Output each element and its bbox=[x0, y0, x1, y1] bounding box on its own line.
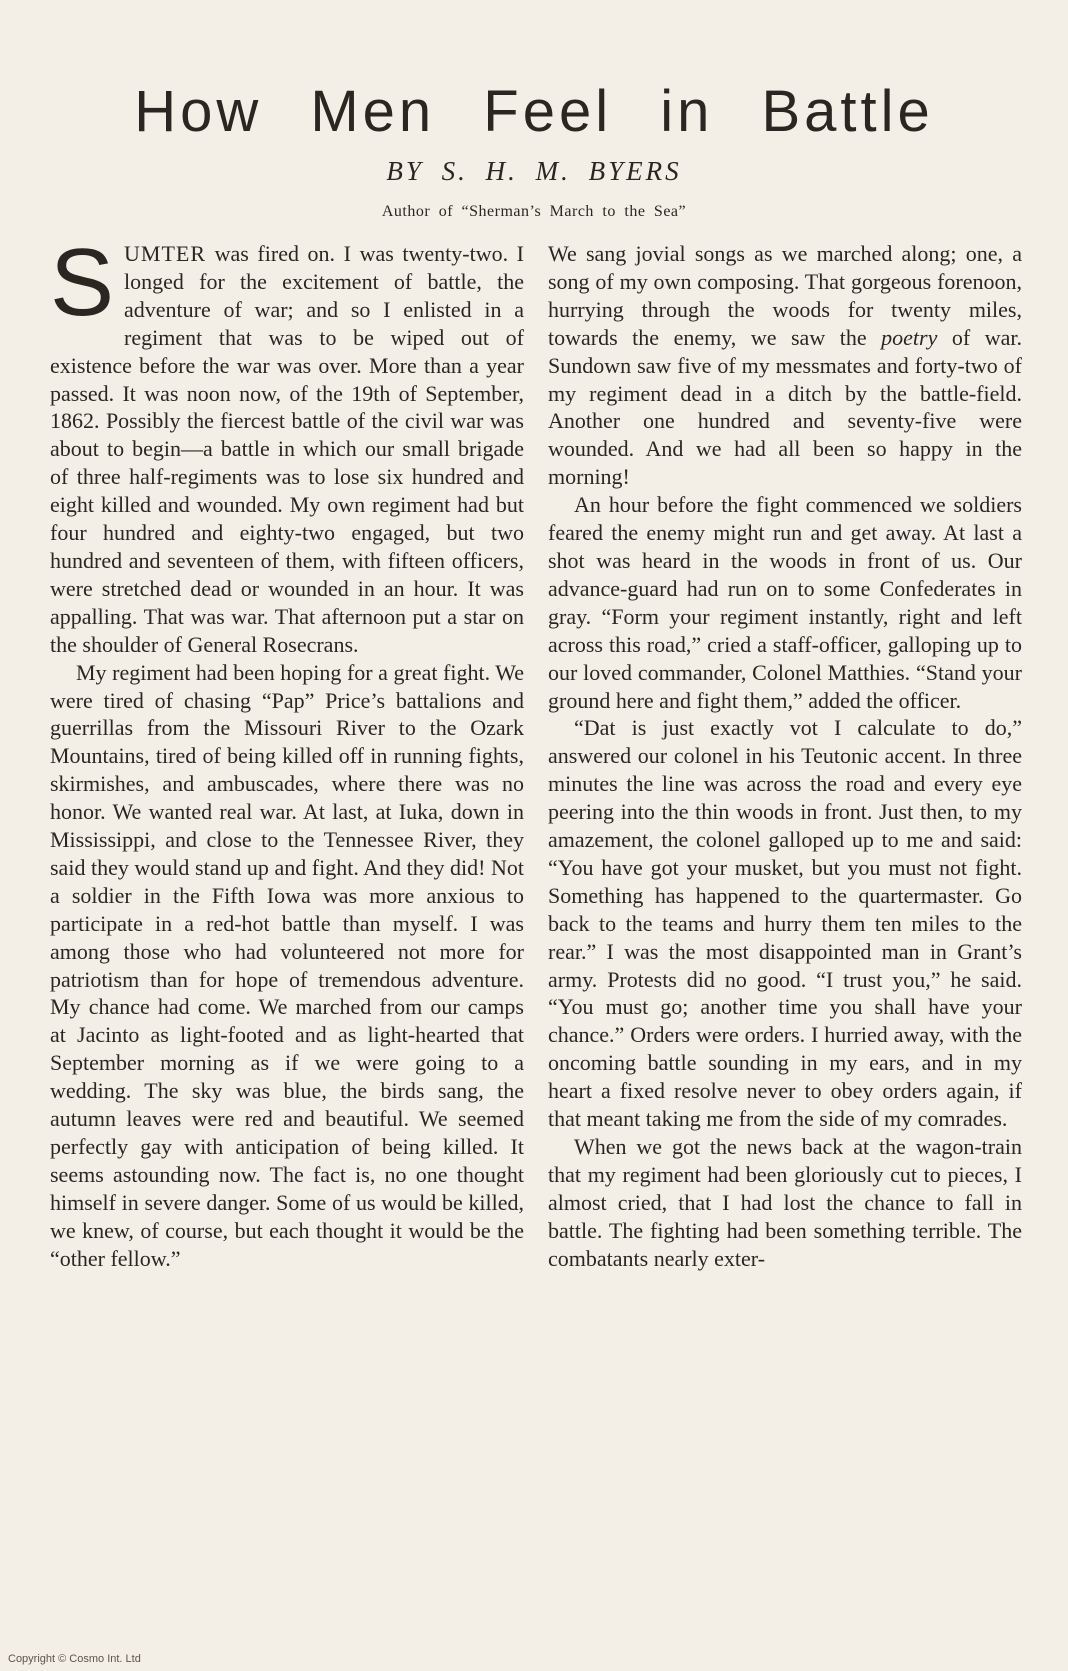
paragraph-text: We sang jovial songs as we marched along; one, a song of my own composing. That gorgeous forenoon, hurrying through the woods for twenty miles, towards the enemy, we saw the bbox=[548, 241, 1022, 350]
paragraph-text: was fired on. I was twenty-two. I longed for the excitement of battle, the adventure of war; and so I enlisted in a regiment that was to be wiped out of existence before the war was over. More than a year passed. It was noon now, of the 19th of September, 1862. Possibly the fiercest battle of the civil war was about to begin—a battle in which our small brigade of three half-regiments was to lose six hundred and eight killed and wounded. My own regiment had but four hundred and eighty-two engaged, but two hundred and seventeen of them, with fifteen officers, were stretched dead or wounded in an hour. It was appalling. That was war. That afternoon put a star on the shoulder of General Rosecrans. bbox=[50, 241, 524, 657]
article-title: How Men Feel in Battle bbox=[134, 79, 934, 144]
emphasis-text: poetry bbox=[881, 324, 938, 350]
left-column bbox=[50, 229, 524, 1273]
paragraph: My regiment had been hoping for a great fight. We were tired of chasing “Pap” Price’s battalions and guerrillas from the Missouri River to the Ozark Mountains, tired of being killed off in running fights, skirmishes, and ambuscades, where there was no honor. We wanted real war. At last, at Iuka, down in Mississippi, and close to the Tennessee River, they said they would stand up and fight. And they did! Not a soldier in the Fifth Iowa was more anxious to participate in a red-hot battle than myself. I was among those who had volunteered not more for patriotism than for hope of tremendous adventure. My chance had come. We marched from our camps at Jacinto as light-footed and as light-hearted that September morning as if we were going to a wedding. The sky was blue, the birds sang, the autumn leaves were red and beautiful. We seemed perfectly gay with anticipation of being killed. It seems astounding now. The fact is, no one thought himself in severe danger. Some of us would be killed, we knew, of course, but each thought it would be the “other fellow.” bbox=[50, 659, 524, 1271]
paragraph: “Dat is just exactly vot I calculate to do,” answered our colonel in his Teutonic accent. In three minutes the line was across the road and every eye peering into the thin woods in front. Just then, to my amazement, the colonel galloped up to me and said: “You have got your musket, but you must not fight. Something has happened to the quartermaster. Go back to the teams and hurry them ten miles to the rear.” I was the most disappointed man in Grant’s army. Protests did no good. “I trust you,” he said. “You must go; another time you shall have your chance.” Orders were orders. I hurried away, with the oncoming battle sounding in my ears, and in my heart a fixed resolve never to obey orders again, if that meant taking me from the side of my comrades. bbox=[548, 715, 1022, 1132]
first-word: UMTER bbox=[124, 241, 207, 266]
paragraph bbox=[50, 229, 524, 659]
article-byline: BY S. H. M. BYERS bbox=[386, 156, 682, 186]
article-subtitle: Author of “Sherman’s March to the Sea” bbox=[381, 203, 687, 220]
paragraph: An hour before the fight commenced we soldiers feared the enemy might run and get away. At last a shot was heard in the woods in front of us. Our advance-guard had run on to some Confederates in gray. “Form your regiment instantly, right and left across this road,” cried a staff-officer, galloping up to our loved commander, Colonel Matthies. “Stand your ground here and fight them,” added the officer. bbox=[548, 492, 1022, 713]
paragraph bbox=[548, 240, 1022, 491]
paragraph: When we got the news back at the wagon-train that my regiment had been gloriously cut to pieces, I almost cried, that I had lost the chance to fall in battle. The fighting had been something terrible. The combatants nearly exter- bbox=[548, 1134, 1022, 1271]
drop-cap: S bbox=[50, 229, 115, 336]
right-column bbox=[548, 240, 1022, 1273]
paragraph-text: of war. Sundown saw five of my messmates and forty-two of my regiment dead in a ditch by the battle-field. Another one hundred and seventy-five were wounded. And we had all been so happy in the morning! bbox=[548, 324, 1022, 490]
copyright-notice: Copyright © Cosmo Int. Ltd bbox=[8, 1653, 141, 1665]
